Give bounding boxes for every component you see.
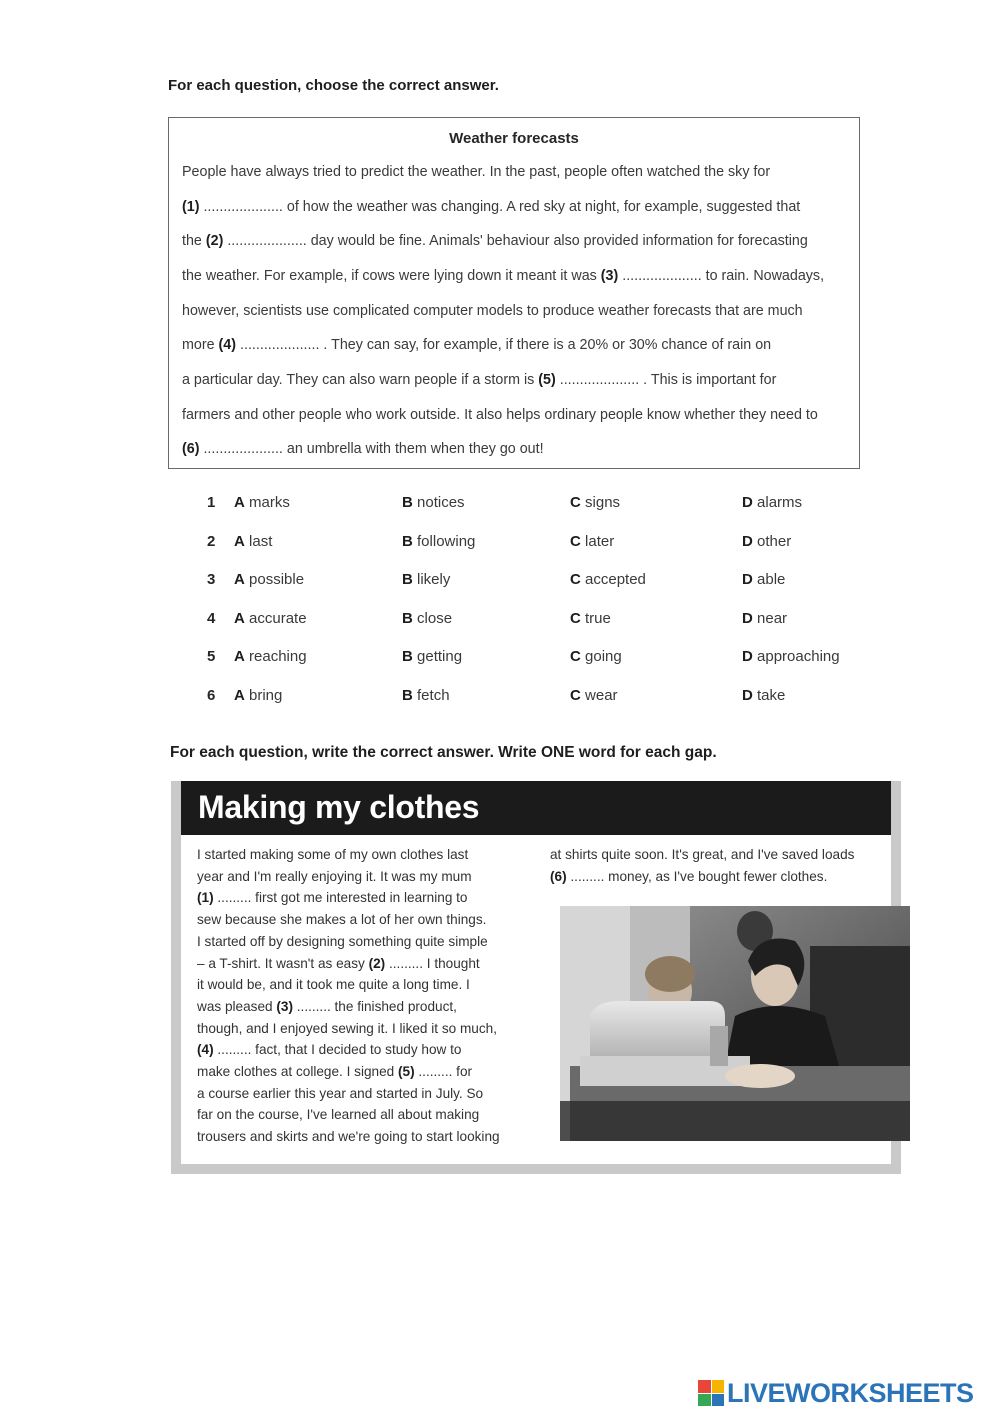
line-text: make clothes at college. I signed (197, 1064, 398, 1079)
option-a[interactable] (234, 494, 290, 511)
gap-number: (4) (218, 337, 237, 353)
instruction-part1: For each question, choose the correct answer. (168, 77, 499, 94)
line-text: was pleased (197, 998, 277, 1014)
option-word: getting (417, 648, 463, 665)
option-word: later (585, 533, 615, 550)
option-word: notices (417, 494, 465, 511)
gap-text: .................... an umbrella with them when they go out! (199, 441, 544, 457)
line-text: a course earlier this year and started in July. So (197, 1085, 484, 1101)
paragraph-line (182, 441, 544, 457)
article-line (197, 869, 472, 884)
option-letter: C (570, 533, 581, 550)
option-letter: A (234, 571, 245, 588)
gap-text: .................... . This is important for (555, 372, 777, 388)
gap-number: (3) (276, 998, 293, 1014)
line-text: sew because she makes a lot of her own things. (197, 912, 487, 928)
paragraph-line (182, 233, 808, 249)
gap-number: (2) (368, 955, 386, 971)
question-number: 3 (207, 571, 216, 588)
gap-number: (5) (398, 1064, 415, 1079)
paragraph-line (182, 337, 771, 353)
option-word: possible (249, 571, 305, 588)
paragraph-line (182, 199, 800, 215)
gap-text: ......... fact, that I decided to study how to (213, 1042, 462, 1058)
option-letter: A (234, 533, 245, 550)
gap-text: ......... money, as I've bought fewer clothes. (566, 868, 828, 884)
paragraph-line (182, 303, 803, 319)
line-text: – a T-shirt. It wasn't as easy (197, 955, 369, 971)
line-text: though, and I enjoyed sewing it. I liked it so much, (197, 1020, 497, 1036)
article-title: Making my clothes (198, 789, 480, 825)
gap-number: (2) (205, 233, 224, 249)
gap-text: ......... the finished product, (292, 998, 457, 1014)
gap-number: (6) (550, 868, 567, 884)
question-number: 1 (207, 494, 216, 511)
option-letter: A (234, 610, 245, 627)
option-letter: D (742, 571, 753, 588)
instruction-part2: For each question, write the correct answer. Write ONE word for each gap. (170, 744, 717, 761)
option-word: bring (249, 687, 283, 704)
line-text: at shirts quite soon. It's great, and I've saved loads (550, 847, 855, 862)
article-line (550, 847, 854, 862)
option-word: alarms (757, 494, 803, 511)
option-word: near (757, 610, 788, 627)
article-panel (171, 781, 901, 1174)
paragraph-line (182, 164, 770, 180)
option-letter: D (742, 648, 753, 665)
article-line (197, 847, 468, 862)
gap-number: (1) (182, 199, 200, 215)
article-line (197, 1107, 479, 1122)
option-word: likely (417, 571, 451, 588)
option-d[interactable] (742, 533, 791, 550)
line-text: I started off by designing something quite simple (197, 933, 488, 949)
line-text: the weather. For example, if cows were lying down it meant it was (182, 268, 601, 284)
article-line (197, 890, 468, 905)
option-word: approaching (757, 648, 840, 665)
option-letter: C (570, 648, 581, 665)
option-c[interactable] (570, 610, 611, 627)
article-line (197, 999, 457, 1014)
article-line (197, 956, 480, 971)
gap-text: .................... to rain. Nowadays, (618, 268, 825, 284)
option-b[interactable] (402, 494, 465, 511)
option-letter: B (402, 533, 413, 550)
article-line (197, 1064, 472, 1079)
option-word: wear (585, 687, 618, 704)
option-a[interactable] (234, 610, 307, 627)
gap-text: ......... I thought (385, 955, 480, 971)
option-word: accurate (249, 610, 307, 627)
option-c[interactable] (570, 571, 646, 588)
liveworksheets-logo-mark-icon (698, 1380, 724, 1406)
option-letter: D (742, 610, 753, 627)
option-word: going (585, 648, 622, 665)
article-line (197, 1021, 497, 1036)
question-number: 4 (207, 610, 216, 627)
option-letter: D (742, 533, 753, 550)
gap-text: .................... . They can say, for example, if there is a 20% or 30% chance of rain on (236, 337, 772, 353)
weather-text-box (168, 117, 860, 469)
option-d[interactable] (742, 494, 802, 511)
paragraph-line (182, 407, 818, 423)
question-number: 6 (207, 687, 216, 704)
option-letter: C (570, 571, 581, 588)
option-c[interactable] (570, 494, 620, 511)
option-letter: A (234, 648, 245, 665)
option-letter: D (742, 494, 753, 511)
article-line (197, 1129, 500, 1144)
gap-text: .................... of how the weather was changing. A red sky at night, for example, suggested that (199, 199, 801, 215)
article-line (197, 934, 488, 949)
option-letter: C (570, 610, 581, 627)
option-letter: B (402, 648, 413, 665)
option-d[interactable] (742, 610, 787, 627)
gap-text: ......... first got me interested in learning to (213, 890, 468, 906)
option-a[interactable] (234, 648, 307, 665)
option-word: marks (249, 494, 290, 511)
option-b[interactable] (402, 571, 450, 588)
option-letter: C (570, 687, 581, 704)
option-word: fetch (417, 687, 450, 704)
gap-text: .................... day would be fine. Animals' behaviour also provided information for forecasting (223, 233, 808, 249)
article-line (197, 977, 470, 992)
gap-number: (5) (538, 372, 556, 388)
option-word: able (757, 571, 786, 588)
article-header (181, 781, 891, 835)
paragraph-line (182, 268, 824, 284)
gap-number: (3) (600, 268, 619, 284)
weather-title: Weather forecasts (449, 130, 579, 147)
paragraph-line (182, 372, 776, 388)
option-c[interactable] (570, 533, 614, 550)
option-letter: C (570, 494, 581, 511)
line-text: however, scientists use complicated computer models to produce weather forecasts that are much (182, 303, 803, 319)
option-word: accepted (585, 571, 646, 588)
option-letter: B (402, 494, 413, 511)
option-word: following (417, 533, 476, 550)
article-line (197, 912, 486, 927)
question-number: 5 (207, 648, 216, 665)
option-letter: D (742, 687, 753, 704)
gap-number: (6) (182, 441, 200, 457)
option-letter: B (402, 571, 413, 588)
line-text: a particular day. They can also warn people if a storm is (182, 372, 539, 388)
option-word: true (585, 610, 611, 627)
article-line (197, 1086, 483, 1101)
option-c[interactable] (570, 687, 618, 704)
article-line (550, 869, 827, 884)
option-letter: A (234, 494, 245, 511)
line-text: it would be, and it took me quite a long time. I (197, 977, 470, 993)
option-b[interactable] (402, 648, 462, 665)
line-text: more (182, 337, 219, 353)
line-text: the (182, 233, 206, 249)
option-b[interactable] (402, 687, 450, 704)
gap-text: ......... for (414, 1064, 473, 1079)
sewing-photo (560, 906, 910, 1141)
gap-number: (4) (197, 1042, 214, 1058)
line-text: year and I'm really enjoying it. It was my mum (197, 868, 472, 884)
option-a[interactable] (234, 687, 282, 704)
option-letter: A (234, 687, 245, 704)
logo-text: LIVEWORKSHEETS (727, 1377, 974, 1408)
option-letter: B (402, 687, 413, 704)
line-text: farmers and other people who work outside. It also helps ordinary people know whether they need to (182, 407, 818, 423)
option-a[interactable] (234, 571, 304, 588)
option-b[interactable] (402, 610, 452, 627)
option-b[interactable] (402, 533, 475, 550)
line-text: trousers and skirts and we're going to start looking (197, 1129, 500, 1145)
article-line (197, 1042, 461, 1057)
gap-number: (1) (197, 890, 214, 906)
option-word: reaching (249, 648, 307, 665)
line-text: far on the course, I've learned all about making (197, 1107, 480, 1123)
option-d[interactable] (742, 648, 840, 665)
option-d[interactable] (742, 571, 785, 588)
option-word: signs (585, 494, 621, 511)
option-d[interactable] (742, 687, 785, 704)
question-number: 2 (207, 533, 216, 550)
option-word: take (757, 687, 786, 704)
option-c[interactable] (570, 648, 622, 665)
liveworksheets-logo (698, 1378, 974, 1408)
option-a[interactable] (234, 533, 272, 550)
option-word: other (757, 533, 792, 550)
line-text: People have always tried to predict the weather. In the past, people often watched the sky for (182, 164, 771, 180)
option-word: close (417, 610, 453, 627)
option-letter: B (402, 610, 413, 627)
option-word: last (249, 533, 273, 550)
line-text: I started making some of my own clothes last (197, 847, 469, 862)
